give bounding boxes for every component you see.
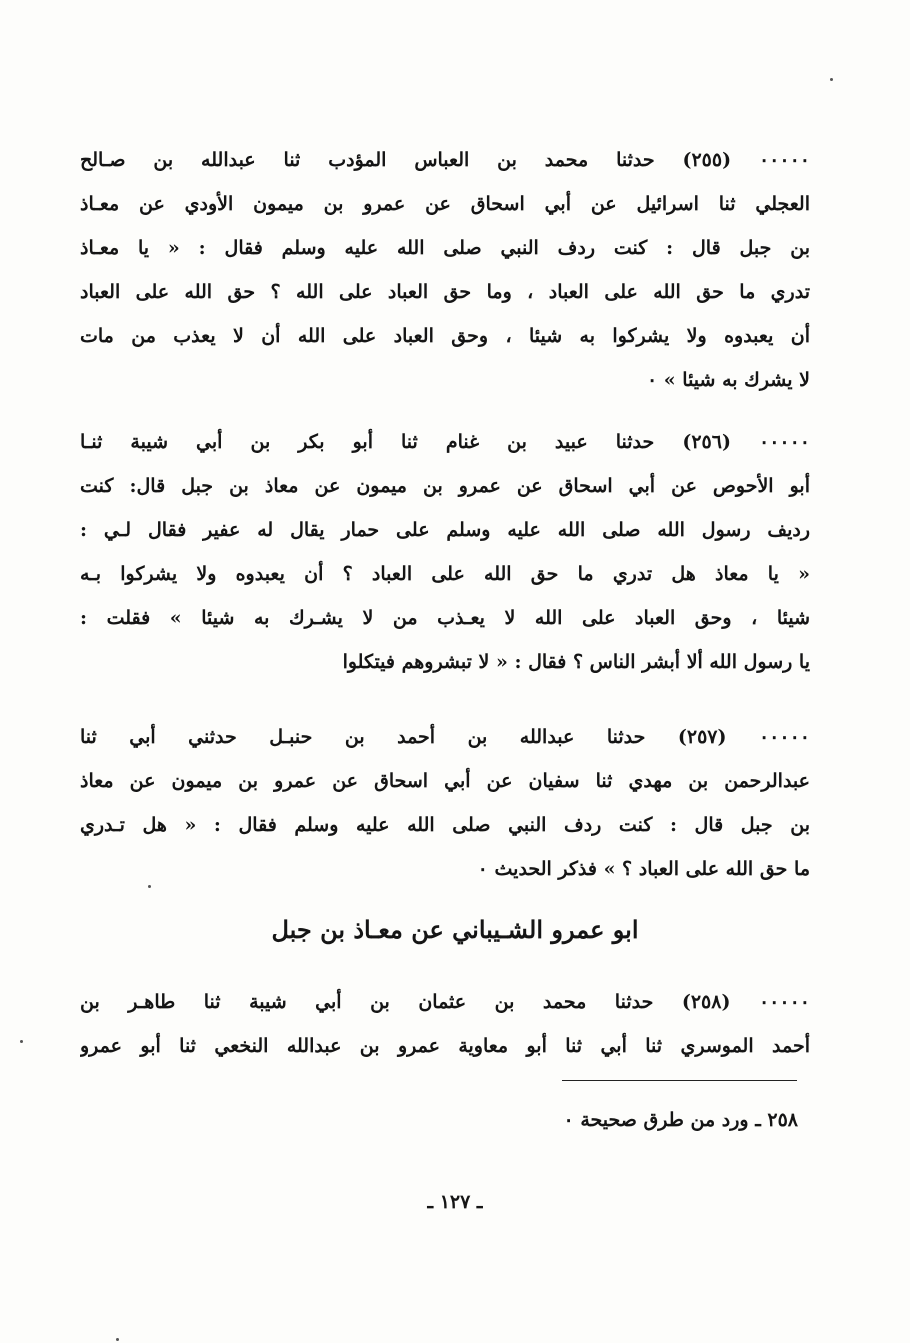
text-line: ٠٠٠٠٠ (٢٥٧) حدثنا عبدالله بن أحمد بن حنبـل حدثني أبي ثنا xyxy=(80,726,810,748)
text-line: ٠٠٠٠٠ (٢٥٥) حدثنا محمد بن العباس المؤدب ثنا عبدالله بن صـالح xyxy=(80,149,810,171)
text-line: « يا معاذ هل تدري ما حق الله على العباد ؟ أن يعبدوه ولا يشركوا بـه xyxy=(80,563,810,585)
footnote: ٢٥٨ ـ ورد من طرق صحيحة ٠ xyxy=(563,1109,798,1131)
footnote-divider xyxy=(562,1080,797,1081)
hadith-256 xyxy=(80,420,810,684)
text-line: لا يشرك به شيئا » ٠ xyxy=(646,369,810,391)
text-line: ٠٠٠٠٠ (٢٥٨) حدثنا محمد بن عثمان بن أبي شيبة ثنا طاهـر بن xyxy=(80,991,810,1013)
text-line: يا رسول الله ألا أبشر الناس ؟ فقال : « لا تبشروهم فيتكلوا xyxy=(342,651,810,673)
hadith-255 xyxy=(80,138,810,402)
scan-speck xyxy=(116,1338,119,1341)
page-number: ـ ١٢٧ ـ xyxy=(427,1191,483,1213)
hadith-258 xyxy=(80,980,810,1068)
text-line: بن جبل قال : كنت ردف النبي صلى الله عليه وسلم فقال : « هل تـدري xyxy=(80,814,810,836)
scan-speck xyxy=(20,1040,23,1043)
text-line: العجلي ثنا اسرائيل عن أبي اسحاق عن عمرو بن ميمون الأودي عن معـاذ xyxy=(80,193,810,215)
text-line: أبو الأحوص عن أبي اسحاق عن عمرو بن ميمون عن معاذ بن جبل قال: كنت xyxy=(80,475,810,497)
text-line: عبدالرحمن بن مهدي ثنا سفيان عن أبي اسحاق عن عمرو بن ميمون عن معاذ xyxy=(80,770,810,792)
text-line: بن جبل قال : كنت ردف النبي صلى الله عليه وسلم فقال : « يا معـاذ xyxy=(80,237,810,259)
chapter-title: ابو عمرو الشـيباني عن معـاذ بن جبل xyxy=(271,915,639,944)
text-line: شيئا ، وحق العباد على الله لا يعـذب من لا يشـرك به شيئا » فقلت : xyxy=(80,607,810,629)
scan-speck xyxy=(148,885,151,888)
text-line: أحمد الموسري ثنا أبي ثنا أبو معاوية عمرو بن عبدالله النخعي ثنا أبو عمرو xyxy=(80,1035,810,1057)
text-line: أن يعبدوه ولا يشركوا به شيئا ، وحق العباد على الله أن لا يعذب من مات xyxy=(80,325,810,347)
hadith-257 xyxy=(80,715,810,891)
text-line: تدري ما حق الله على العباد ، وما حق العباد على الله ؟ حق الله على العباد xyxy=(80,281,810,303)
text-line: ٠٠٠٠٠ (٢٥٦) حدثنا عبيد بن غنام ثنا أبو بكر بن أبي شيبة ثنـا xyxy=(80,431,810,453)
text-line: ما حق الله على العباد ؟ » فذكر الحديث ٠ xyxy=(477,858,810,880)
scan-speck xyxy=(830,78,833,81)
text-line: رديف رسول الله صلى الله عليه وسلم على حمار يقال له عفير فقال لـي : xyxy=(80,519,810,541)
